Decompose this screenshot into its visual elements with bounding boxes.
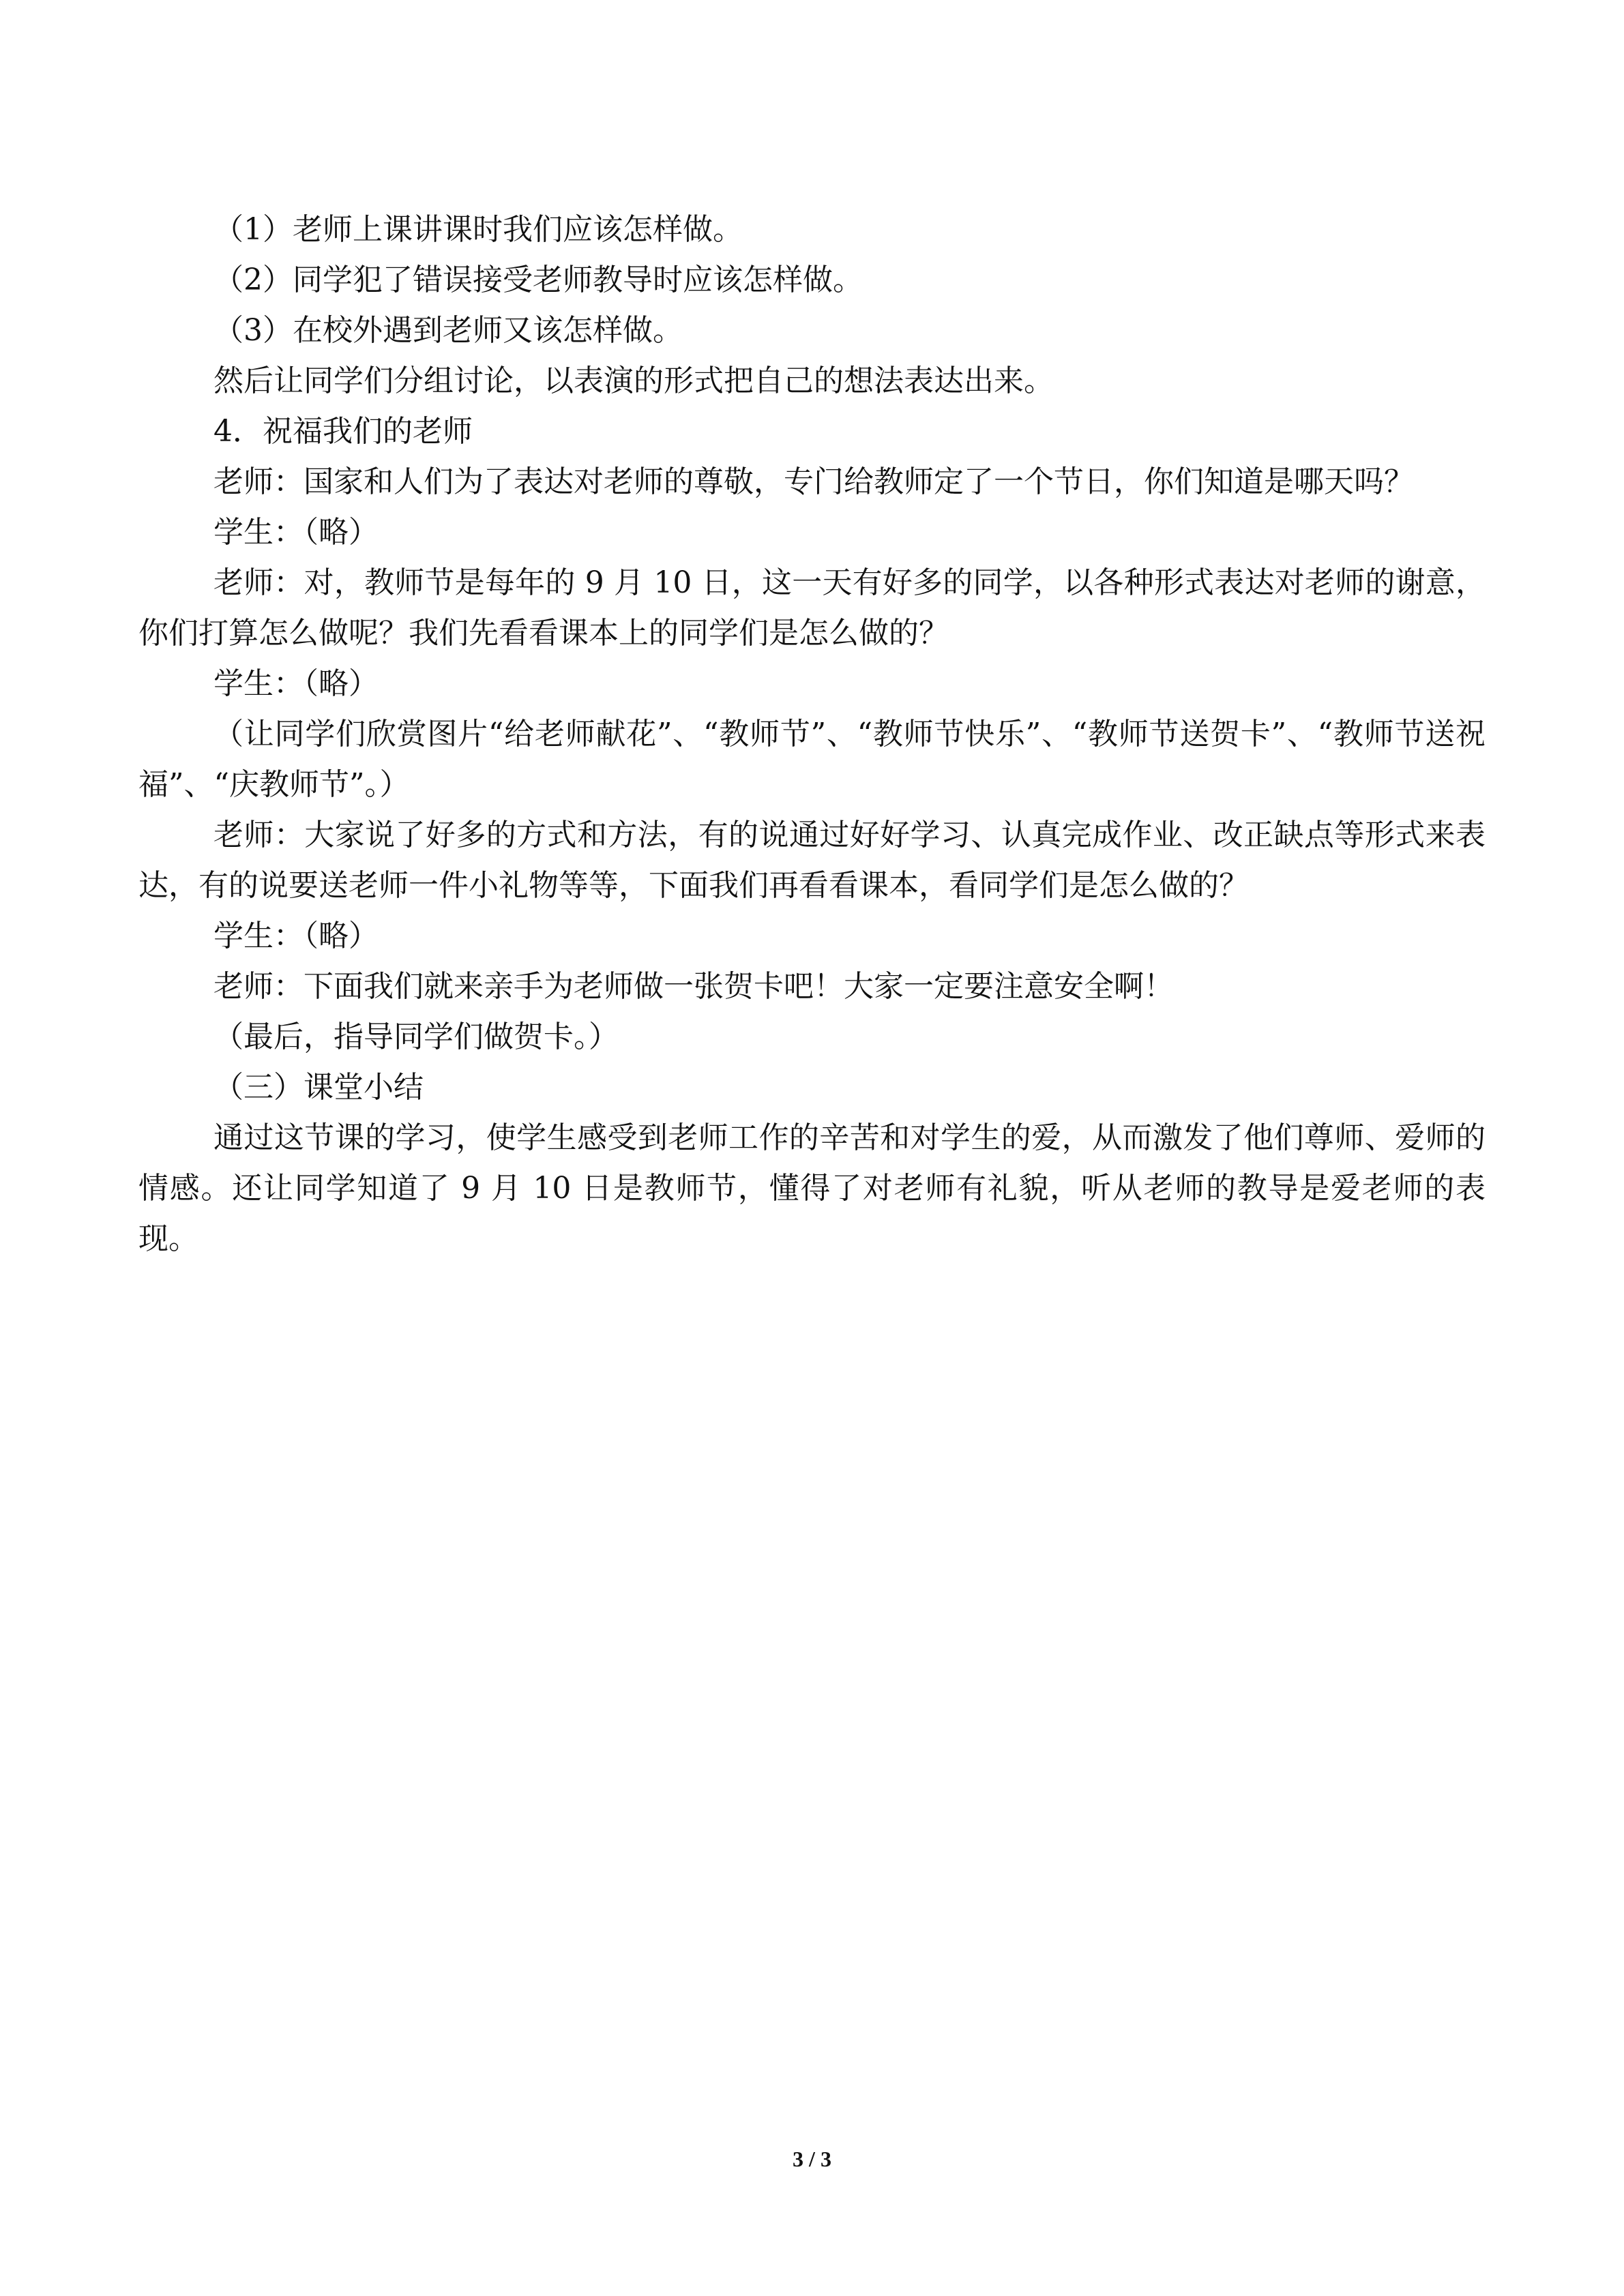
paragraph-3: （3）在校外遇到老师又该怎样做。 (213, 313, 683, 348)
paragraph-teacher-4: 老师：下面我们就来亲手为老师做一张贺卡吧！大家一定要注意安全啊！ (213, 969, 1174, 1004)
paragraph-teacher-2: 老师：对，教师节是每年的 9 月 10 日，这一天有好多的同学，以各种形式表达对老师的谢意，你们打算怎么做呢？我们先看看课本上的同学们是怎么做的？ (138, 565, 1486, 651)
paragraph-teacher-1: 老师：国家和人们为了表达对老师的尊敬，专门给教师定了一个节日，你们知道是哪天吗？ (213, 464, 1414, 499)
paragraph-student-1: 学生：（略） (213, 515, 379, 550)
document-body (138, 205, 1486, 1264)
paragraph-2: （2）同学犯了错误接受老师教导时应该怎样做。 (213, 263, 863, 297)
page-number: 3 / 3 (793, 2147, 831, 2171)
section-heading-summary: （三）课堂小结 (213, 1070, 424, 1105)
section-heading-4: 4．祝福我们的老师 (213, 414, 473, 449)
paragraph-1: （1）老师上课讲课时我们应该怎样做。 (213, 212, 743, 247)
paragraph-pictures: （让同学们欣赏图片“给老师献花”、“教师节”、“教师节快乐”、“教师节送贺卡”、“教师节送祝福”、“庆教师节”。） (138, 717, 1486, 802)
paragraph-student-2: 学生：（略） (213, 666, 379, 701)
paragraph-summary: 通过这节课的学习，使学生感受到老师工作的辛苦和对学生的爱，从而激发了他们尊师、爱师的情感。还让同学知道了 9 月 10 日是教师节，懂得了对老师有礼貌，听从老师的教导是爱老师的表现。 (138, 1120, 1486, 1256)
paragraph-final-activity: （最后，指导同学们做贺卡。） (213, 1019, 619, 1054)
paragraph-4: 然后让同学们分组讨论，以表演的形式把自己的想法表达出来。 (213, 363, 1054, 398)
paragraph-teacher-3: 老师：大家说了好多的方式和方法，有的说通过好好学习、认真完成作业、改正缺点等形式来表达，有的说要送老师一件小礼物等等，下面我们再看看课本，看同学们是怎么做的？ (138, 818, 1486, 903)
paragraph-student-3: 学生：（略） (213, 919, 379, 953)
